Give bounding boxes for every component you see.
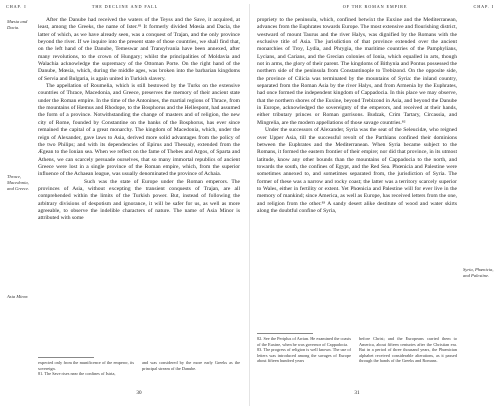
chapter-label: CHAP. I — [473, 4, 494, 9]
margin-note-syria: Syria, Phœnicia, and Palestine. — [463, 267, 494, 278]
page-number: 30 — [136, 390, 142, 396]
running-title: OF THE ROMAN EMPIRE — [342, 4, 408, 9]
right-page — [250, 0, 500, 410]
footnote: 82. See the Periplus of Arrian. He examined the coasts of the Euxine, when he was governor of Cappadocia. — [257, 336, 351, 347]
paragraph: Such was the state of Europe under the Roman emperors. The provinces of Asia, without excepting the transient conquests of Trajan, are all comprehended within the limits of the Turkish power. But, instead of following the arbitrary divisions of despotism and ignorance, it will be safer for us, as well as more agreeable, to observe the indelible characters of nature. The name of Asia Minor is attributed with some — [38, 178, 240, 222]
running-title: THE DECLINE AND FALL — [91, 4, 159, 9]
page-number: 31 — [354, 390, 360, 396]
footnote: expected only from the munificence of the emperor, its sovereign. — [38, 360, 134, 371]
paragraph: propriety to the peninsula, which, confined betwixt the Euxine and the Mediterranean, advances from the Euphrates towards Europe. The most extensive and flourishing district, westward of mount Taurus and the river Halys, was dignified by the Romans with the exclusive title of Asia. The jurisdiction of that province extended over the ancient monarchies of Troy, Lydia, and Phrygia, the maritime countries of the Pamphylians, Lycians, and Carians, and the Grecian colonies of Ionia, which equalled in arts, though not in arms, the glory of their parent. The kingdoms of Bithynia and Pontus possessed the northern side of the peninsula from Constantinople to Trebizond. On the opposite side, the province of Cilicia was terminated by the mountains of Syria: the inland country, separated from the Roman Asia by the river Halys, and from Armenia by the Euphrates, had once formed the independent kingdom of Cappadocia. In this place we may observe, that the northern shores of the Euxine, beyond Trebizond in Asia, and beyond the Danube in Europe, acknowledged the sovereignty of the emperors, and received at their hands, either tributary princes or Roman garrisons. Budzak, Crim Tartary, Circassia, and Mingrelia, are the modern appellations of those savage countries.⁸² — [257, 17, 457, 126]
running-head — [6, 4, 244, 12]
footnote: before Christ; and the Europeans carried them to America, about fifteen centuries after the Christian era. But in a period of three thousand years, the Phœnician alphabet received considerable alterations, as it passed through the hands of the Greeks and Romans. — [359, 336, 457, 364]
body-text — [38, 17, 240, 223]
running-head — [256, 4, 494, 12]
body-text — [257, 17, 457, 215]
footnote-rule — [257, 333, 313, 334]
paragraph: After the Danube had received the waters of the Teyss and the Save, it acquired, at least, among the Greeks, the name of Ister.⁸¹ It formerly divided Mœsia and Dacia, the latter of which, as we have already seen, was a conquest of Trajan, and the only province beyond the river. If we inquire into the present state of those countries, we shall find that, on the left hand of the Danube, Temeswar and Transylvania have been annexed, after many revolutions, to the crown of Hungary; whilst the principalities of Moldavia and Walachia acknowledge the supremacy of the Ottoman Porte. On the right hand of the Danube, Mœsia, which, during the middle ages, was broken into the barbarian kingdoms of Servia and Bulgaria, is again united in Turkish slavery. — [38, 17, 240, 82]
footnote: and was considered by the more early Greeks as the principal stream of the Danube. — [142, 360, 240, 371]
footnote-rule — [38, 357, 94, 358]
chapter-label: CHAP. I — [6, 4, 27, 9]
paragraph: The appellation of Roumelia, which is still bestowed by the Turks on the extensive countries of Thrace, Macedonia, and Greece, preserves the memory of their ancient state under the Roman empire. In the time of the Antonines, the martial regions of Thrace, from the mountains of Hæmus and Rhodope, to the Bosphorus and the Hellespont, had assumed the form of a province. Notwithstanding the change of masters and of religion, the new city of Rome, founded by Constantine on the banks of the Bosphorus, has ever since remained the capital of a great monarchy. The kingdom of Macedonia, which, under the reign of Alexander, gave laws to Asia, derived more solid advantages from the policy of the two Philips; and with its dependencies of Epirus and Thessaly, extended from the Ægean to the Ionian sea. When we reflect on the fame of Thebes and Argos, of Sparta and Athens, we can scarcely persuade ourselves, that so many immortal republics of ancient Greece were lost in a single province of the Roman empire, which, from the superior influence of the Achaean league, was usually denominated the province of Achaia. — [38, 83, 240, 178]
paragraph: Under the successors of Alexander, Syria was the seat of the Seleucidæ, who reigned over Upper Asia, till the successful revolt of the Parthians confined their dominions between the Euphrates and the Mediterranean. When Syria became subject to the Romans, it formed the eastern frontier of their empire; nor did that province, in its utmost latitude, know any other bounds than the mountains of Cappadocia to the north, and towards the south, the confines of Egypt, and the Red Sea. Phœnicia and Palestine were sometimes annexed to, and sometimes separated from, the jurisdiction of Syria. The former of these was a narrow and rocky coast; the latter was a territory scarcely superior to Wales, either in fertility or extent. Yet Phœnicia and Palestine will for ever live in the memory of mankind; since America, as well as Europe, has received letters from the one, and religion from the other.⁸³ A sandy desert alike destitute of wood and water skirts along the doubtful confine of Syria, — [257, 127, 457, 214]
footnote: 81. The Save rises near the confines of Istria, — [38, 371, 116, 377]
footnotes — [257, 336, 457, 384]
margin-note-asia-minor: Asia Minor. — [7, 294, 29, 299]
margin-note-dacia: Mœsia and Dacia. — [7, 19, 28, 30]
footnote: 83. The progress of religion is well known. The use of letters was introduced among the savages of Europe about fifteen hundred years — [257, 347, 351, 364]
margin-note-thrace: Thrace, Macedonia, and Greece. — [7, 174, 30, 191]
footnotes — [38, 360, 240, 384]
